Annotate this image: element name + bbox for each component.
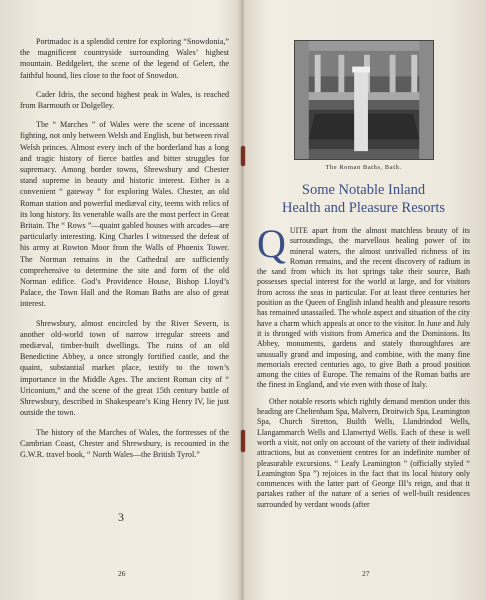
signature-mark: 3 — [118, 510, 124, 524]
paragraph-portmadoc: Portmadoc is a splendid centre for exploring “Snowdonia,” the magnificent countryside surrounding Wales’ highest mountain. Beddgelert, the scene of the legend of Gelert, the faithful hound, lies close to the foot of Snowdon. — [20, 37, 229, 80]
paragraph-other-resorts: Other notable resorts which rightly demand mention under this heading are Cheltenham Spa, Malvern, Droitwich Spa, Leamington Spa, Church Stretton, Builth Wells, Llandrindod Wells, Llangammarch Wells and Llanwrtyd Wells. Each of these is well worth a visit, not only on account of the variety of their individual attractions, but as convenient centres for an indefinite number of pleasurable excursions. “ Leafy Leamington ” (officially styled “ Leamington Spa ”) rejoices in the fact that its local history only commences with the latter part of George III’s reign, and that it partakes rather of the nature of a series of well-built residences surrounded by verdant woods (after — [257, 396, 470, 509]
paragraph-shrewsbury: Shrewsbury, almost encircled by the River Severn, is another old-world town of narrow irregular streets and mediæval, timber-built dwellings. The ruins of an old Benedictine Abbey, a once strongly fortified castle, and the quaint, substantial market place, testify to the town’s importance in the Middle Ages. The ancient Roman city of “ Uriconium,” and the scene of the great 15th century battle of Shrewsbury, described in Shakespeare’s King Henry IV, lie just outside the town. — [20, 318, 229, 418]
paragraph-bath: UITE apart from the almost matchless beauty of its surroundings, the marvellous healing power of its mineral waters, the almost unrivalled richness of its Roman remains, and the recent discovery of radium in the sand from which its hot springs take their source, Bath possesses special interest for the world at large, and for visitors from across the seas in particular. For at least three centuries her position as the Queen of English inland health and pleasure resorts has remained unassailed. The whole aspect and situation of the city have a charm which appeals at once to the visitor. In June and July it is thronged with visitors from America and the Dominions. Its Abbey, monuments, gardens and stately thoroughfares are unusually grand and imposing, and combine, with the many fine memorials erected centuries ago, to give Bath a proud position among the cities of Europe. The remains of the Roman baths are the finest in England, and vie even with those of Italy. — [257, 226, 470, 390]
section-heading — [257, 181, 470, 217]
page-number-right: 27 — [362, 569, 370, 578]
heading-line-1: Some Notable Inland — [301, 182, 426, 198]
paragraph-cader-idris: Cader Idris, the second highest peak in Wales, is reached from Barmouth or Dolgelley. — [20, 89, 229, 111]
paragraph-marches: The “ Marches ” of Wales were the scene of incessant fighting, not only between Welsh and English, but between rival Welsh princes. Almost every inch of the borderland has a long and tragic history of fierce battles and bitter struggles for supremacy. Among border towns, Shrewsbury and Chester stand supreme in beauty and historic interest. Either is a convenient “ gateway ” for exploring Wales. Chester, an old Roman station and powerful mediæval city, teems with relics of its long history. Its venerable walls are the most perfect in Great Britain. The “ Rows ”—quaint gabled houses with arcades—are particularly interesting. King Charles I witnessed the defeat of his army at Rowton Moor from the Walls of Phoenix Tower. The Norman remains in the Cathedral are sufficiently comprehensive to determine the site and form of the old Norman edifice. God’s Providence House, Bishop Lloyd’s Palace, the Town Hall and the Roman Baths are also of great interest. — [20, 120, 229, 309]
page-number-left: 26 — [118, 569, 126, 578]
roman-baths-photo-icon — [295, 41, 433, 159]
photo-roman-baths — [294, 40, 434, 160]
heading-line-2: Health and Pleasure Resorts — [281, 200, 446, 216]
photo-caption: The Roman Baths, Bath. — [325, 164, 402, 171]
article-body — [257, 221, 470, 510]
drop-cap: Q — [257, 221, 286, 266]
right-page — [243, 0, 486, 600]
paragraph-history: The history of the Marches of Wales, the fortresses of the Cambrian Coast, Chester and Shrewsbury, is recounted in the G.W.R. travel book, “ North Wales—the British Tyrol.” — [20, 427, 229, 459]
